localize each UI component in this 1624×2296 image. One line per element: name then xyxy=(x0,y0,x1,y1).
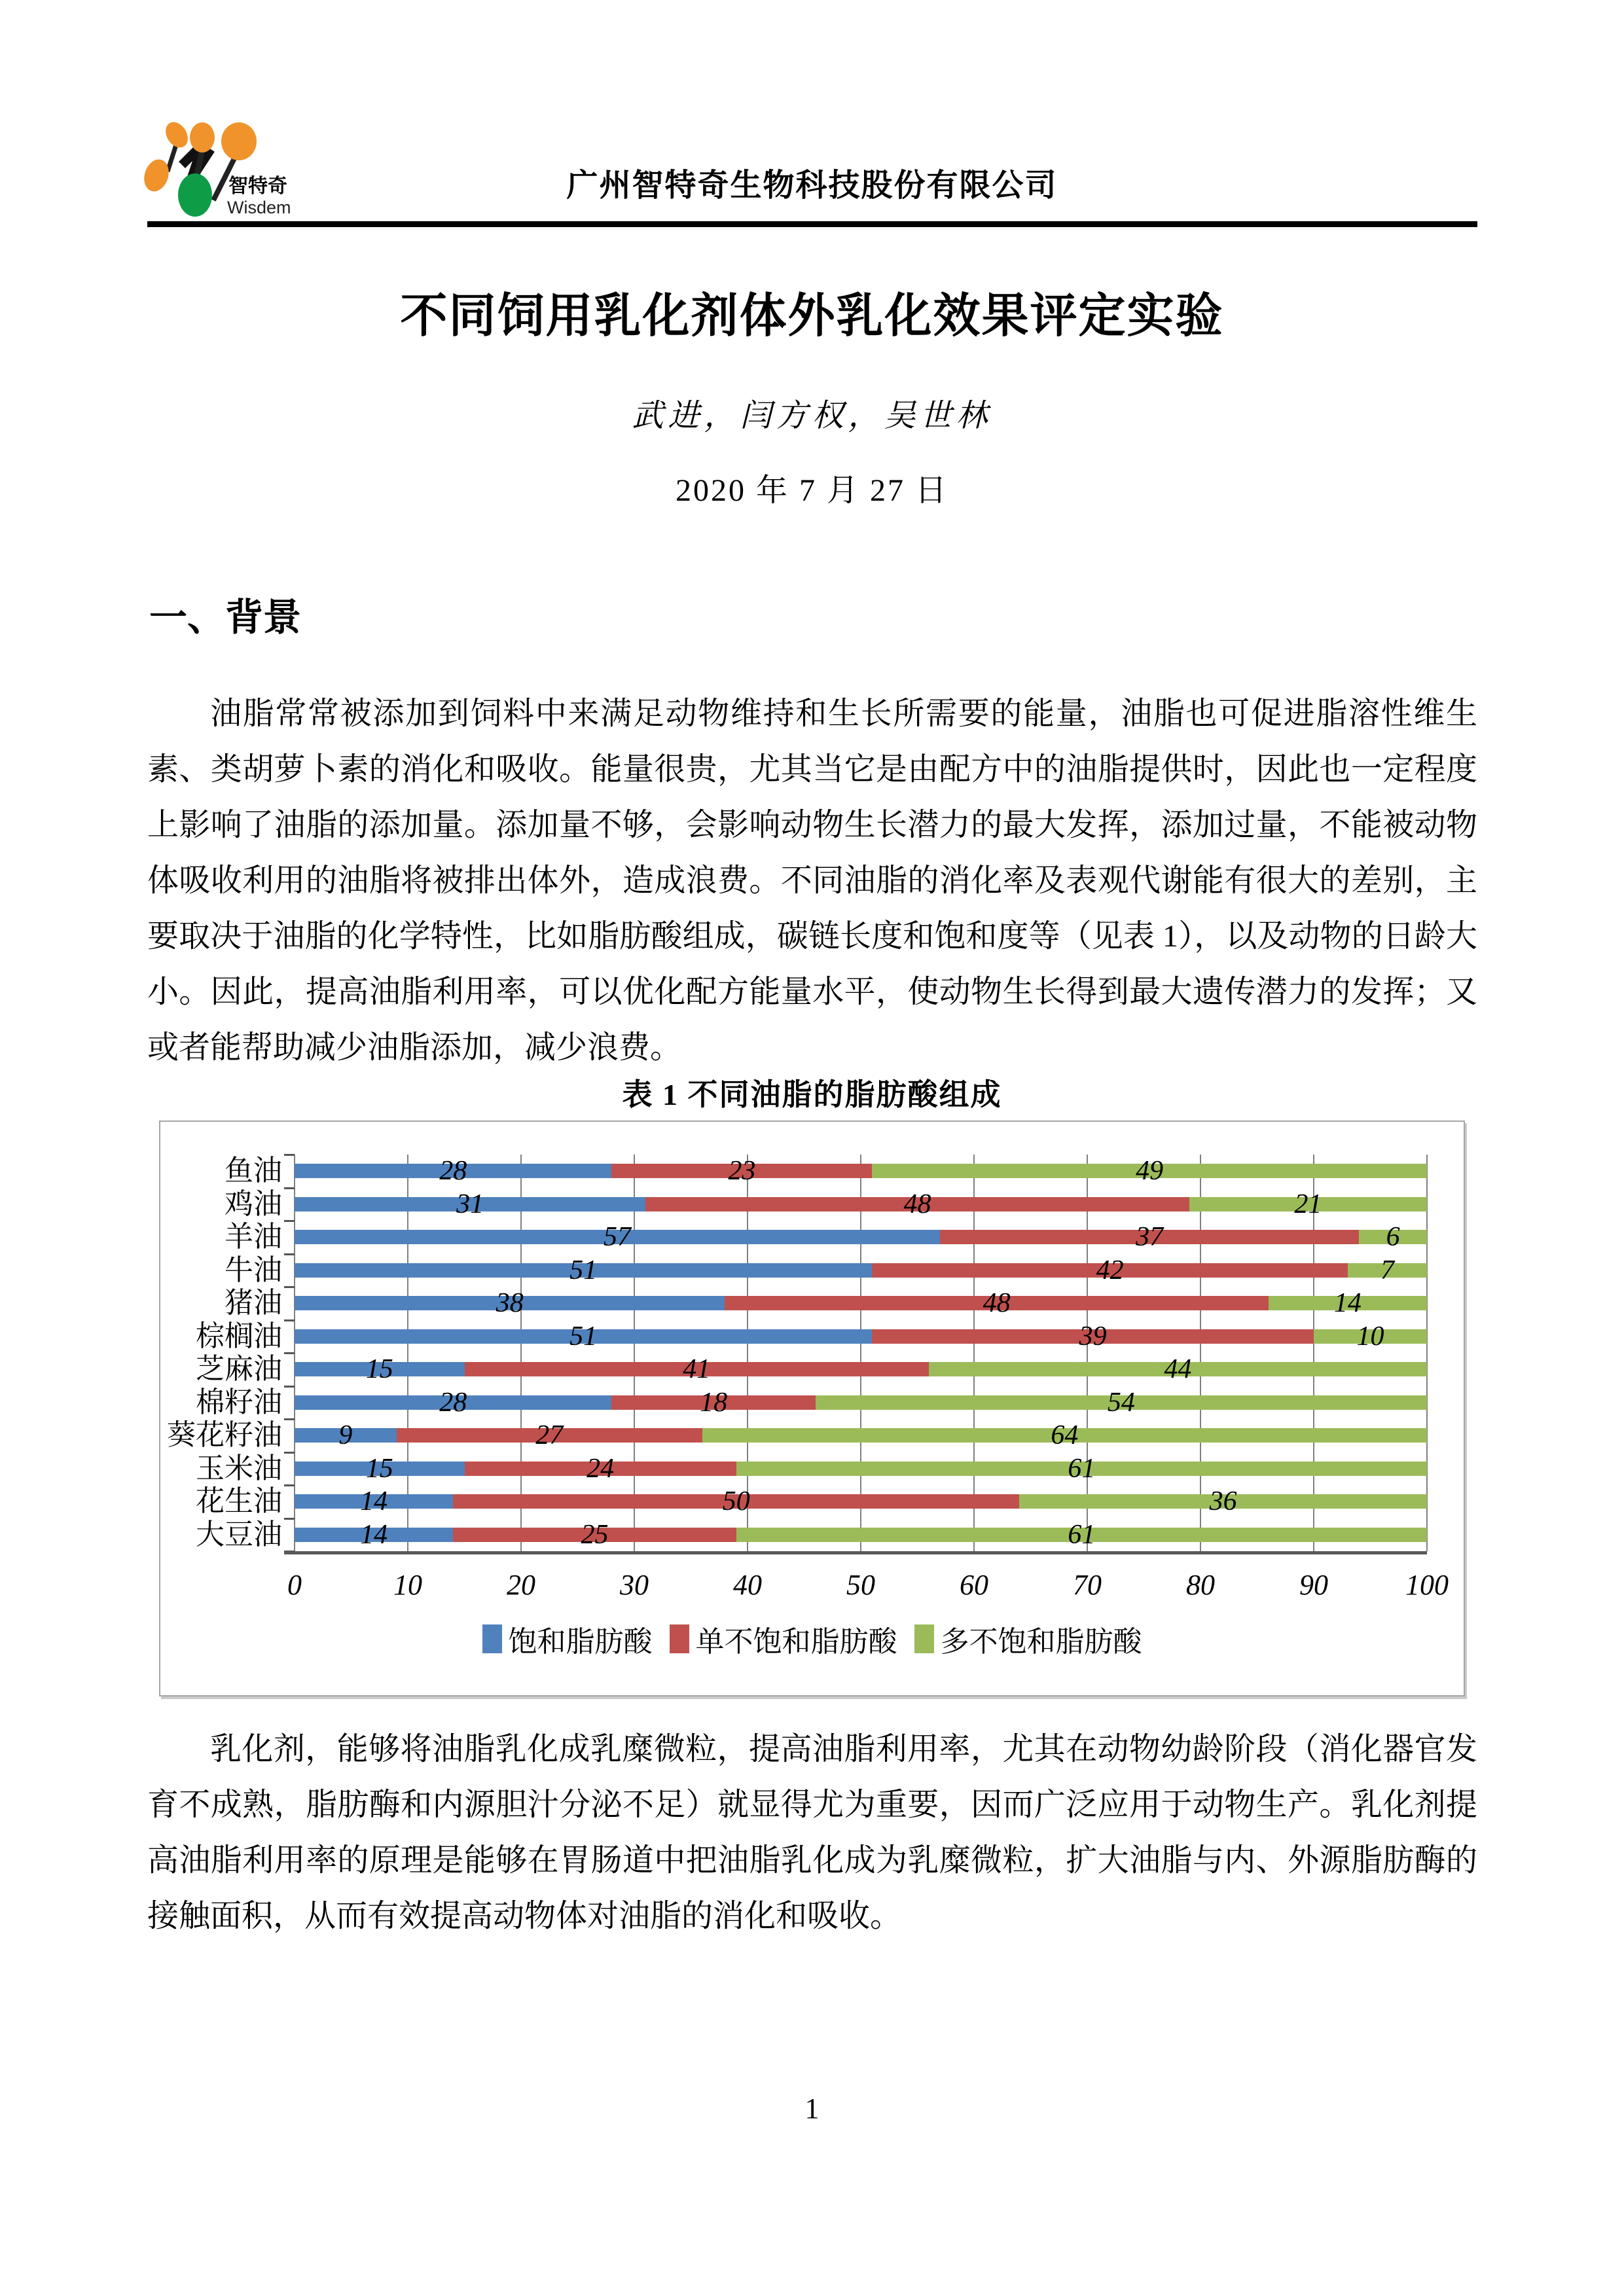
chart-bar-label: 21 xyxy=(1294,1189,1322,1219)
chart-x-tick-label: 60 xyxy=(960,1569,988,1601)
chart-x-tick-label: 90 xyxy=(1299,1569,1328,1601)
chart-bar-label: 36 xyxy=(1209,1486,1237,1516)
chart-category-tick xyxy=(284,1253,295,1255)
chart-bar-label: 39 xyxy=(1079,1321,1107,1352)
chart-bar-label: 10 xyxy=(1356,1321,1384,1352)
legend-label: 饱和脂肪酸 xyxy=(508,1626,653,1658)
chart-legend xyxy=(160,1618,1464,1660)
chart-bar-label: 25 xyxy=(581,1519,609,1550)
legend-item xyxy=(670,1618,897,1660)
chart-category-label: 羊油 xyxy=(225,1221,282,1253)
chart-bar-label: 15 xyxy=(365,1354,393,1384)
chart-x-tick-label: 80 xyxy=(1186,1569,1215,1601)
chart-bar-label: 61 xyxy=(1068,1453,1096,1484)
chart-x-tick-label: 100 xyxy=(1405,1569,1449,1601)
chart-category-tick xyxy=(284,1220,295,1222)
chart-category-label: 牛油 xyxy=(225,1253,282,1286)
chart-bar-label: 37 xyxy=(1136,1222,1164,1252)
paragraph-1: 油脂常常被添加到饲料中来满足动物维持和生长所需要的能量，油脂也可促进脂溶性维生素、类胡萝卜素的消化和吸收。能量很贵，尤其当它是由配方中的油脂提供时，因此也一定程度上影响了油脂的添加量。添加量不够，会影响动物生长潜力的最大发挥，添加过量，不能被动物体吸收利用的油脂将被排出体外，造成浪费。不同油脂的消化率及表观代谢能有很大的差别，主要取决于油脂的化学特性，比如脂肪酸组成，碳链长度和饱和度等（见表 1），以及动物的日龄大小。因此，提高油脂利用率，可以优化配方能量水平，使动物生长得到最大遗传潜力的发挥；又或者能帮助减少油脂添加，减少浪费。 xyxy=(147,696,1477,1065)
chart-bar-label: 44 xyxy=(1164,1354,1192,1384)
chart-bar-label: 14 xyxy=(360,1486,388,1516)
chart-category-label: 葵花籽油 xyxy=(167,1419,282,1451)
doc-title: 不同饲用乳化剂体外乳化效果评定实验 xyxy=(400,290,1224,342)
chart-x-tick-label: 20 xyxy=(507,1569,535,1601)
chart-bar-label: 28 xyxy=(439,1387,467,1418)
chart-bar-label: 51 xyxy=(569,1255,598,1285)
chart-bar-label: 7 xyxy=(1380,1255,1394,1285)
chart-gridline xyxy=(1087,1155,1088,1551)
chart-category-label: 大豆油 xyxy=(196,1518,282,1551)
legend-label: 单不饱和脂肪酸 xyxy=(695,1626,897,1658)
chart-category-label: 花生油 xyxy=(196,1485,282,1517)
chart-bar-label: 31 xyxy=(456,1189,484,1219)
chart-category-tick xyxy=(284,1484,295,1486)
chart-bar-label: 42 xyxy=(1096,1255,1124,1285)
legend-swatch xyxy=(482,1624,502,1653)
chart-bar-label: 18 xyxy=(700,1387,728,1418)
chart-bar-label: 61 xyxy=(1068,1519,1096,1550)
chart-category-tick xyxy=(284,1418,295,1420)
chart-category-tick xyxy=(284,1154,295,1156)
legend-item xyxy=(482,1618,653,1660)
chart-category-tick xyxy=(284,1319,295,1321)
chart-bar-label: 14 xyxy=(360,1519,388,1550)
chart-bar-label: 9 xyxy=(338,1420,353,1450)
chart-gridline xyxy=(860,1155,861,1551)
chart-gridline xyxy=(973,1155,975,1551)
chart-x-tick-label: 70 xyxy=(1073,1569,1102,1601)
chart-bar-label: 23 xyxy=(728,1156,756,1186)
chart-bar-label: 49 xyxy=(1136,1156,1164,1186)
legend-label: 多不饱和脂肪酸 xyxy=(940,1626,1142,1658)
chart-x-tick-label: 30 xyxy=(620,1569,649,1601)
header-rule xyxy=(147,221,1477,227)
paragraph-2: 乳化剂，能够将油脂乳化成乳糜微粒，提高油脂利用率，尤其在动物幼龄阶段（消化器官发育不成熟，脂肪酶和内源胆汁分泌不足）就显得尤为重要，因而广泛应用于动物生产。乳化剂提高油脂利用率的原理是能够在胃肠道中把油脂乳化成为乳糜微粒，扩大油脂与内、外源脂肪酶的接触面积，从而有效提高动物体对油脂的消化和吸收。 xyxy=(147,1732,1477,1933)
chart-gridline xyxy=(1200,1155,1201,1551)
chart-gridline xyxy=(407,1155,408,1551)
chart-category-label: 猪油 xyxy=(225,1287,282,1319)
fatty-acid-composition-chart xyxy=(159,1121,1465,1696)
company-name: 广州智特奇生物科技股份有限公司 xyxy=(566,168,1058,203)
chart-x-tick-label: 0 xyxy=(287,1569,302,1601)
chart-category-label: 玉米油 xyxy=(196,1452,282,1484)
chart-bar-label: 14 xyxy=(1333,1288,1362,1318)
chart-bar-label: 24 xyxy=(586,1453,615,1484)
table-1-caption: 表 1 不同油脂的脂肪酸组成 xyxy=(622,1078,1002,1111)
chart-gridline xyxy=(634,1155,635,1551)
legend-item xyxy=(914,1618,1142,1660)
chart-category-label: 棉籽油 xyxy=(196,1386,282,1418)
chart-x-tick-label: 10 xyxy=(393,1569,422,1601)
chart-category-tick xyxy=(284,1187,295,1189)
chart-bar-label: 28 xyxy=(439,1156,467,1186)
chart-bar-label: 27 xyxy=(535,1420,564,1450)
legend-swatch xyxy=(914,1624,934,1653)
chart-bar-label: 41 xyxy=(683,1354,711,1384)
chart-gridline xyxy=(520,1155,522,1551)
chart-bar-label: 50 xyxy=(722,1486,750,1516)
chart-category-label: 芝麻油 xyxy=(196,1353,282,1385)
chart-bar-label: 38 xyxy=(496,1288,524,1318)
logo-text-zh: 智特奇 xyxy=(228,175,287,197)
chart-category-tick xyxy=(284,1352,295,1354)
chart-bar-label: 6 xyxy=(1386,1222,1400,1252)
chart-category-tick xyxy=(284,1386,295,1388)
chart-x-axis xyxy=(284,1551,1427,1554)
chart-bar-label: 48 xyxy=(903,1189,931,1219)
chart-bar-label: 15 xyxy=(365,1453,393,1484)
page-number: 1 xyxy=(804,2092,820,2125)
chart-bar-label: 51 xyxy=(569,1321,598,1352)
chart-category-tick xyxy=(284,1286,295,1288)
chart-bar-label: 48 xyxy=(983,1288,1011,1318)
chart-category-label: 鱼油 xyxy=(225,1155,282,1187)
legend-swatch xyxy=(670,1624,689,1653)
chart-category-tick xyxy=(284,1452,295,1454)
chart-bar-label: 64 xyxy=(1051,1420,1079,1450)
chart-category-label: 棕榈油 xyxy=(196,1319,282,1352)
chart-x-tick-label: 50 xyxy=(846,1569,875,1601)
authors-line: 武进，闫方权，吴世林 xyxy=(632,399,992,433)
logo-text-en: Wisdem xyxy=(227,198,291,217)
chart-bar-label: 57 xyxy=(604,1222,632,1252)
chart-x-tick-label: 40 xyxy=(733,1569,762,1601)
date-line: 2020 年 7 月 27 日 xyxy=(675,473,948,508)
chart-gridline xyxy=(1426,1155,1428,1551)
chart-category-label: 鸡油 xyxy=(225,1187,282,1220)
chart-category-tick xyxy=(284,1518,295,1520)
section-heading-background: 一、背景 xyxy=(149,596,302,639)
chart-bar-label: 54 xyxy=(1107,1387,1135,1418)
